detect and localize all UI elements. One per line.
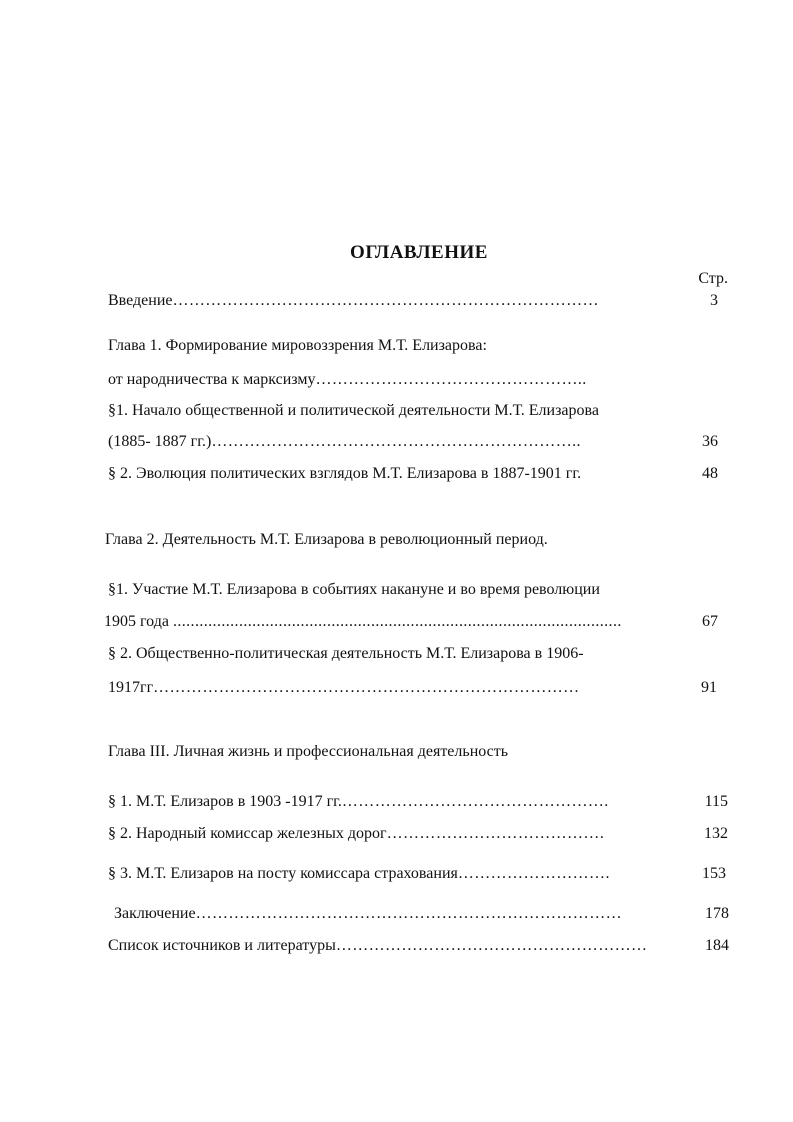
leader-dots: ………………………………………….. — [315, 371, 587, 388]
section-2-1-title[interactable]: §1. Участие М.Т. Елизарова в событиях накануне и во время революции — [108, 581, 600, 598]
section-1-1-title[interactable]: §1. Начало общественной и политической деятельности М.Т. Елизарова — [108, 402, 599, 419]
leader-dots: …………………………………………………………………… — [172, 292, 599, 309]
toc-page-number: 178 — [705, 905, 729, 922]
toc-page-number: 153 — [702, 865, 726, 882]
toc-entry-text: § 1. М.Т. Елизаров в 1903 -1917 гг. — [108, 793, 342, 810]
toc-entry-conclusion[interactable] — [114, 904, 700, 924]
toc-entry-text: (1885- 1887 гг.) — [108, 433, 212, 450]
toc-page-number: 36 — [702, 433, 718, 450]
section-1-1-title-continuation[interactable] — [108, 432, 693, 452]
section-3-3-title[interactable] — [108, 864, 690, 884]
section-2-1-title-continuation[interactable] — [104, 612, 679, 632]
section-1-2-title[interactable]: § 2. Эволюция политических взглядов М.Т. Елизарова в 1887-1901 гг. — [108, 465, 582, 482]
toc-page-number: 184 — [705, 937, 729, 954]
section-3-2-title[interactable] — [108, 824, 693, 844]
leader-dots: ………………………………………………………….. — [211, 433, 581, 450]
section-3-1-title[interactable] — [108, 792, 693, 812]
chapter-3-heading[interactable]: Глава III. Личная жизнь и профессиональная деятельность — [108, 743, 509, 760]
leader-dots: ………………………………………………… — [335, 937, 648, 954]
page-title: ОГЛАВЛЕНИЕ — [350, 242, 488, 263]
leader-dots: …………………………………………………………………… — [195, 905, 622, 922]
leader-dots: ………………………. — [457, 865, 610, 882]
toc-page-number: 132 — [704, 825, 728, 842]
toc-entry-introduction[interactable] — [108, 291, 693, 311]
toc-page-number: 48 — [702, 465, 718, 482]
toc-entry-text: § 2. Народный комиссар железных дорог — [108, 825, 387, 842]
chapter-2-heading[interactable]: Глава 2. Деятельность М.Т. Елизарова в революционный период. — [105, 531, 548, 548]
toc-entry-text: Заключение — [114, 905, 196, 922]
toc-entry-text: Список источников и литературы — [108, 937, 336, 954]
leader-dots: ...................................................................................................... — [172, 613, 622, 630]
chapter-1-heading-continuation[interactable] — [108, 370, 708, 390]
toc-entry-text: 1905 года — [104, 613, 173, 630]
toc-entry-text: § 3. М.Т. Елизаров на посту комиссара страхования — [108, 865, 458, 882]
page-column-label: Стр. — [698, 270, 728, 287]
section-2-2-title-continuation[interactable] — [108, 678, 683, 698]
toc-page-number: 115 — [704, 793, 728, 810]
leader-dots: …………………………………………………………………… — [153, 679, 580, 696]
toc-entry-bibliography[interactable] — [108, 936, 700, 956]
toc-page-number: 3 — [710, 292, 718, 309]
toc-entry-text: от народничества к марксизму — [108, 371, 316, 388]
leader-dots: …………………………………………. — [341, 793, 609, 810]
chapter-1-heading[interactable]: Глава 1. Формирование мировоззрения М.Т. Елизарова: — [108, 337, 487, 354]
section-2-2-title[interactable]: § 2. Общественно-политическая деятельность М.Т. Елизарова в 1906- — [108, 645, 584, 662]
toc-entry-text: 1917гг — [108, 679, 154, 696]
toc-page-number: 91 — [701, 679, 717, 696]
toc-entry-text: Введение — [108, 292, 173, 309]
toc-page-number: 67 — [702, 613, 718, 630]
leader-dots: …………………………………. — [386, 825, 605, 842]
